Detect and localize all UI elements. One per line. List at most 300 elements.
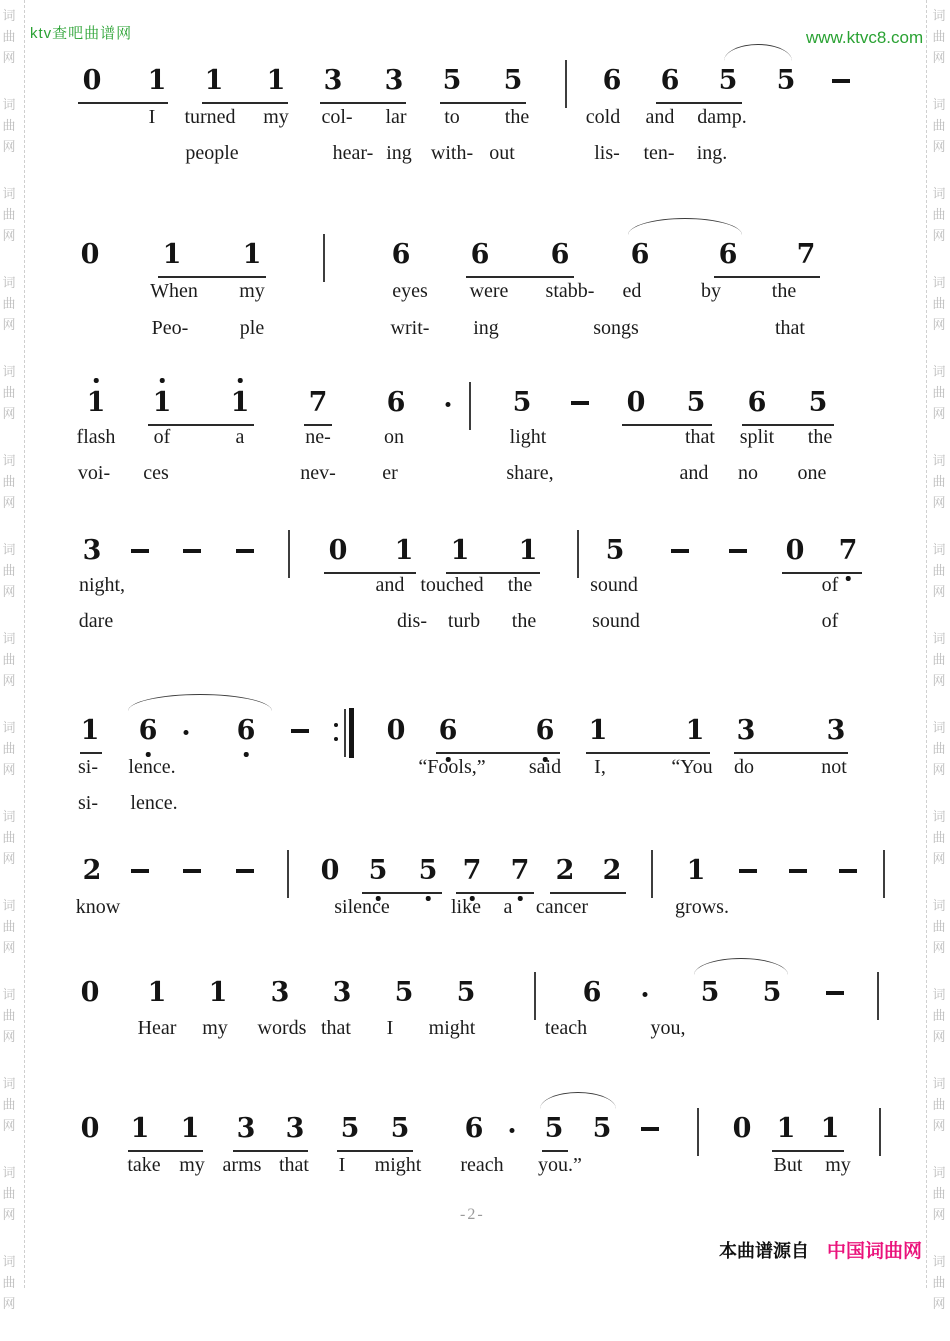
dash-note	[236, 869, 254, 873]
watermark-char: 词	[2, 632, 16, 647]
watermark-char: 曲	[2, 119, 16, 134]
lyric-syllable: cold	[585, 106, 621, 128]
right-watermark-divider	[926, 0, 927, 1288]
watermark-char: 网	[932, 318, 946, 333]
augmentation-dot	[510, 1128, 515, 1133]
rest-note: 0	[785, 535, 805, 566]
note: 1	[394, 535, 414, 566]
watermark-char: 曲	[2, 297, 16, 312]
lyric-syllable: night,	[78, 574, 126, 596]
watermark-char: 词	[2, 543, 16, 558]
site-url-link[interactable]: www.ktvc8.com	[806, 28, 924, 47]
watermark-char: 曲	[2, 653, 16, 668]
lyric-syllable: you.”	[538, 1154, 582, 1176]
lyric-syllable: sound	[592, 610, 640, 632]
lyric-syllable: eyes	[392, 280, 428, 302]
lyric-syllable: Hear	[137, 1017, 177, 1039]
lyric-syllable: ten-	[643, 142, 675, 164]
note: 1	[130, 1113, 150, 1144]
beam-underline	[734, 752, 848, 754]
note: 5	[592, 1113, 612, 1144]
barline	[877, 972, 879, 1020]
lyric-syllable: When	[150, 280, 198, 302]
watermark-char: 曲	[2, 475, 16, 490]
lyric-syllable: I	[148, 106, 156, 128]
note: 3	[82, 535, 102, 566]
note: 6	[386, 387, 406, 418]
watermark-char: 词	[932, 187, 946, 202]
source-prefix-label: 本曲谱源自	[718, 1241, 809, 1261]
lyric-syllable: lence.	[128, 756, 176, 778]
dash-note	[131, 869, 149, 873]
note: 6	[747, 387, 767, 418]
note: 6	[138, 715, 158, 746]
note: 1	[266, 65, 286, 96]
lyric-syllable: my	[263, 106, 289, 128]
lyric-syllable: dis-	[397, 610, 427, 632]
lyric-syllable: like	[451, 896, 481, 918]
watermark-char: 网	[932, 585, 946, 600]
barline	[323, 234, 325, 282]
note: 1	[450, 535, 470, 566]
watermark-char: 词	[2, 1255, 16, 1270]
note: 7	[462, 855, 482, 886]
note: 3	[736, 715, 756, 746]
note: 6	[602, 65, 622, 96]
watermark-char: 曲	[2, 742, 16, 757]
beam-underline	[362, 892, 442, 894]
lyric-syllable: Peo-	[151, 317, 189, 339]
dash-note	[671, 549, 689, 553]
note: 6	[438, 715, 458, 746]
lyric-syllable: that	[775, 317, 805, 339]
beam-underline	[337, 1150, 413, 1152]
note: 5	[544, 1113, 564, 1144]
lyric-syllable: that	[685, 426, 715, 448]
lyric-syllable: take	[127, 1154, 161, 1176]
watermark-char: 曲	[2, 1187, 16, 1202]
note: 1	[242, 239, 262, 270]
watermark-char: 网	[2, 852, 16, 867]
beam-underline	[714, 276, 820, 278]
lyric-syllable: er	[382, 462, 398, 484]
rest-note: 0	[80, 977, 100, 1008]
watermark-char: 网	[2, 318, 16, 333]
note: 1	[208, 977, 228, 1008]
barline	[565, 60, 567, 108]
watermark-char: 网	[2, 140, 16, 155]
lyric-syllable: the	[807, 426, 833, 448]
repeat-dot	[334, 737, 338, 741]
note: 3	[332, 977, 352, 1008]
tie-slur-arc	[724, 44, 792, 61]
watermark-char: 网	[932, 763, 946, 778]
lyric-syllable: “You	[671, 756, 713, 778]
dash-note	[826, 991, 844, 995]
watermark-char: 词	[2, 721, 16, 736]
lyric-syllable: people	[185, 142, 239, 164]
lyric-syllable: and	[375, 574, 405, 596]
high-octave-dot	[238, 378, 243, 383]
lyric-syllable: I	[338, 1154, 346, 1176]
barline	[879, 1108, 881, 1156]
watermark-char: 网	[932, 140, 946, 155]
watermark-char: 网	[2, 1030, 16, 1045]
lyric-syllable: sound	[590, 574, 638, 596]
watermark-char: 曲	[932, 386, 946, 401]
watermark-char: 网	[932, 1208, 946, 1223]
watermark-char: 网	[932, 1297, 946, 1312]
watermark-char: 曲	[932, 1187, 946, 1202]
watermark-char: 曲	[932, 564, 946, 579]
source-site-link[interactable]: 中国词曲网	[826, 1241, 922, 1262]
barline	[469, 382, 471, 430]
note: 5	[394, 977, 414, 1008]
note: 5	[808, 387, 828, 418]
note: 5	[718, 65, 738, 96]
note: 7	[796, 239, 816, 270]
watermark-char: 网	[2, 1119, 16, 1134]
barline	[883, 850, 885, 898]
watermark-char: 曲	[2, 920, 16, 935]
note: 1	[86, 387, 106, 418]
watermark-char: 网	[2, 1208, 16, 1223]
lyric-syllable: know	[75, 896, 121, 918]
watermark-char: 网	[932, 407, 946, 422]
watermark-char: 曲	[2, 386, 16, 401]
lyric-syllable: and	[679, 462, 709, 484]
lyric-syllable: the	[511, 610, 537, 632]
lyric-syllable: were	[469, 280, 509, 302]
tie-slur-arc	[540, 1092, 616, 1109]
note: 1	[230, 387, 250, 418]
watermark-char: 网	[2, 407, 16, 422]
lyric-syllable: my	[202, 1017, 228, 1039]
watermark-char: 网	[2, 674, 16, 689]
high-octave-dot	[94, 378, 99, 383]
watermark-char: 词	[2, 276, 16, 291]
lyric-syllable: turb	[447, 610, 481, 632]
note: 2	[82, 855, 102, 886]
watermark-char: 曲	[2, 1098, 16, 1113]
watermark-char: 词	[932, 9, 946, 24]
watermark-char: 网	[932, 1030, 946, 1045]
lyric-syllable: dare	[78, 610, 114, 632]
note: 1	[162, 239, 182, 270]
lyric-syllable: stabb-	[545, 280, 595, 302]
lyric-syllable: But	[773, 1154, 803, 1176]
watermark-char: 曲	[932, 475, 946, 490]
lyric-syllable: on	[384, 426, 404, 448]
beam-underline	[320, 102, 406, 104]
site-name-link[interactable]: ktv查吧曲谱网	[30, 25, 133, 42]
lyric-syllable: one	[797, 462, 827, 484]
note: 6	[550, 239, 570, 270]
note: 6	[582, 977, 602, 1008]
watermark-char: 网	[2, 51, 16, 66]
lyric-syllable: flash	[76, 426, 116, 448]
augmentation-dot	[184, 730, 189, 735]
lyric-syllable: my	[239, 280, 265, 302]
watermark-char: 词	[932, 632, 946, 647]
note: 3	[270, 977, 290, 1008]
watermark-char: 网	[932, 941, 946, 956]
lyric-syllable: ing	[473, 317, 499, 339]
lyric-syllable: the	[504, 106, 530, 128]
note: 1	[152, 387, 172, 418]
tie-slur-arc	[694, 958, 788, 975]
note: 3	[236, 1113, 256, 1144]
right-watermark-column	[930, 6, 948, 1341]
beam-underline	[550, 892, 626, 894]
lyric-syllable: “Fools,”	[418, 756, 486, 778]
dash-note	[183, 869, 201, 873]
note: 5	[442, 65, 462, 96]
note: 1	[686, 855, 706, 886]
watermark-char: 词	[932, 1166, 946, 1181]
dash-note	[641, 1127, 659, 1131]
lyric-syllable: ne-	[305, 426, 331, 448]
lyric-syllable: of	[821, 574, 839, 596]
note: 5	[605, 535, 625, 566]
watermark-char: 网	[2, 585, 16, 600]
watermark-char: 网	[2, 229, 16, 244]
watermark-char: 曲	[932, 1009, 946, 1024]
rest-note: 0	[80, 1113, 100, 1144]
repeat-dot	[334, 723, 338, 727]
watermark-char: 曲	[932, 653, 946, 668]
watermark-char: 网	[2, 1297, 16, 1312]
lyric-syllable: writ-	[390, 317, 430, 339]
watermark-char: 词	[932, 810, 946, 825]
watermark-char: 曲	[2, 831, 16, 846]
watermark-char: 网	[2, 941, 16, 956]
barline	[534, 972, 536, 1020]
lyric-syllable: I,	[594, 756, 606, 778]
watermark-char: 曲	[932, 831, 946, 846]
rest-note: 0	[320, 855, 340, 886]
watermark-char: 曲	[932, 297, 946, 312]
note: 1	[80, 715, 100, 746]
lyric-syllable: lence.	[130, 792, 178, 814]
watermark-char: 词	[932, 899, 946, 914]
note: 3	[384, 65, 404, 96]
lyric-syllable: cancer	[535, 896, 589, 918]
lyric-syllable: I	[386, 1017, 394, 1039]
watermark-char: 曲	[2, 1276, 16, 1291]
watermark-char: 网	[932, 229, 946, 244]
watermark-char: 词	[2, 1166, 16, 1181]
source-credit	[719, 1236, 922, 1263]
note: 7	[308, 387, 328, 418]
note: 5	[456, 977, 476, 1008]
note: 6	[391, 239, 411, 270]
note: 1	[180, 1113, 200, 1144]
tie-slur-arc	[628, 218, 742, 235]
watermark-char: 词	[2, 988, 16, 1003]
left-watermark-column	[0, 6, 18, 1341]
lyric-syllable: a	[503, 896, 513, 918]
note: 1	[588, 715, 608, 746]
lyric-syllable: songs	[593, 317, 639, 339]
low-octave-dot	[426, 896, 431, 901]
lyric-syllable: si-	[78, 792, 98, 814]
lyric-syllable: voi-	[77, 462, 111, 484]
lyric-syllable: by	[701, 280, 721, 302]
note: 6	[660, 65, 680, 96]
watermark-char: 曲	[2, 1009, 16, 1024]
note: 2	[602, 855, 622, 886]
rest-note: 0	[732, 1113, 752, 1144]
note: 7	[510, 855, 530, 886]
watermark-char: 曲	[2, 208, 16, 223]
left-watermark-divider	[24, 0, 25, 1288]
rest-note: 0	[626, 387, 646, 418]
lyric-syllable: ing	[386, 142, 412, 164]
lyric-syllable: not	[821, 756, 847, 778]
lyric-syllable: of	[153, 426, 171, 448]
rest-note: 0	[328, 535, 348, 566]
dash-note	[729, 549, 747, 553]
lyric-syllable: ces	[143, 462, 169, 484]
repeat-thin-bar	[344, 709, 346, 757]
note: 6	[470, 239, 490, 270]
watermark-char: 词	[2, 187, 16, 202]
repeat-thick-bar	[349, 708, 354, 758]
low-octave-dot	[244, 752, 249, 757]
note: 5	[503, 65, 523, 96]
lyric-syllable: of	[821, 610, 839, 632]
note: 3	[323, 65, 343, 96]
watermark-char: 词	[2, 1077, 16, 1092]
beam-underline	[772, 1150, 844, 1152]
note: 5	[418, 855, 438, 886]
lyric-syllable: the	[507, 574, 533, 596]
lyric-syllable: to	[444, 106, 460, 128]
note: 5	[686, 387, 706, 418]
note: 6	[718, 239, 738, 270]
watermark-char: 词	[2, 365, 16, 380]
note: 6	[236, 715, 256, 746]
lyric-syllable: that	[321, 1017, 351, 1039]
note: 1	[147, 65, 167, 96]
tie-slur-arc	[128, 694, 272, 711]
note: 3	[826, 715, 846, 746]
note: 6	[464, 1113, 484, 1144]
note: 1	[820, 1113, 840, 1144]
watermark-char: 曲	[932, 920, 946, 935]
rest-note: 0	[386, 715, 406, 746]
lyric-syllable: and	[645, 106, 675, 128]
watermark-char: 曲	[932, 1098, 946, 1113]
dash-note	[291, 729, 309, 733]
lyric-syllable: arms	[222, 1154, 262, 1176]
low-octave-dot	[518, 896, 523, 901]
note: 1	[776, 1113, 796, 1144]
augmentation-dot	[643, 992, 648, 997]
watermark-char: 网	[2, 763, 16, 778]
beam-underline	[158, 276, 266, 278]
note: 1	[518, 535, 538, 566]
augmentation-dot	[446, 402, 451, 407]
dash-note	[131, 549, 149, 553]
lyric-syllable: might	[374, 1154, 422, 1176]
watermark-char: 词	[932, 1077, 946, 1092]
beam-underline	[78, 102, 168, 104]
watermark-char: 词	[2, 9, 16, 24]
barline	[577, 530, 579, 578]
watermark-char: 词	[932, 454, 946, 469]
watermark-char: 词	[2, 810, 16, 825]
note: 1	[204, 65, 224, 96]
beam-underline	[436, 752, 560, 754]
lyric-syllable: damp.	[697, 106, 747, 128]
note: 5	[390, 1113, 410, 1144]
watermark-char: 曲	[2, 564, 16, 579]
watermark-char: 网	[932, 51, 946, 66]
low-octave-dot	[846, 576, 851, 581]
barline	[697, 1108, 699, 1156]
lyric-syllable: touched	[420, 574, 484, 596]
beam-underline	[542, 1150, 568, 1152]
watermark-char: 词	[2, 454, 16, 469]
watermark-char: 曲	[2, 30, 16, 45]
lyric-syllable: you,	[650, 1017, 686, 1039]
watermark-char: 词	[2, 98, 16, 113]
beam-underline	[202, 102, 288, 104]
note: 1	[685, 715, 705, 746]
note: 5	[368, 855, 388, 886]
barline	[287, 850, 289, 898]
lyric-syllable: out	[489, 142, 515, 164]
note: 1	[147, 977, 167, 1008]
watermark-char: 曲	[932, 119, 946, 134]
watermark-char: 网	[932, 674, 946, 689]
lyric-syllable: said	[528, 756, 562, 778]
beam-underline	[233, 1150, 308, 1152]
lyric-syllable: ed	[622, 280, 642, 302]
note: 6	[535, 715, 555, 746]
watermark-char: 网	[932, 1119, 946, 1134]
rest-note: 0	[82, 65, 102, 96]
page-number: -2-	[460, 1206, 485, 1223]
lyric-syllable: my	[825, 1154, 851, 1176]
dash-note	[183, 549, 201, 553]
beam-underline	[456, 892, 534, 894]
lyric-syllable: ple	[239, 317, 265, 339]
note: 6	[630, 239, 650, 270]
watermark-char: 曲	[932, 742, 946, 757]
dash-note	[571, 401, 589, 405]
lyric-syllable: share,	[506, 462, 554, 484]
dash-note	[236, 549, 254, 553]
barline	[651, 850, 653, 898]
watermark-char: 词	[932, 988, 946, 1003]
lyric-syllable: that	[279, 1154, 309, 1176]
rest-note: 0	[80, 239, 100, 270]
beam-underline	[656, 102, 742, 104]
beam-underline	[586, 752, 710, 754]
note: 5	[700, 977, 720, 1008]
lyric-syllable: no	[738, 462, 758, 484]
note: 5	[776, 65, 796, 96]
watermark-char: 词	[932, 721, 946, 736]
lyric-syllable: silence	[334, 896, 390, 918]
lyric-syllable: hear-	[332, 142, 374, 164]
watermark-char: 词	[932, 543, 946, 558]
note: 3	[285, 1113, 305, 1144]
lyric-syllable: split	[739, 426, 775, 448]
